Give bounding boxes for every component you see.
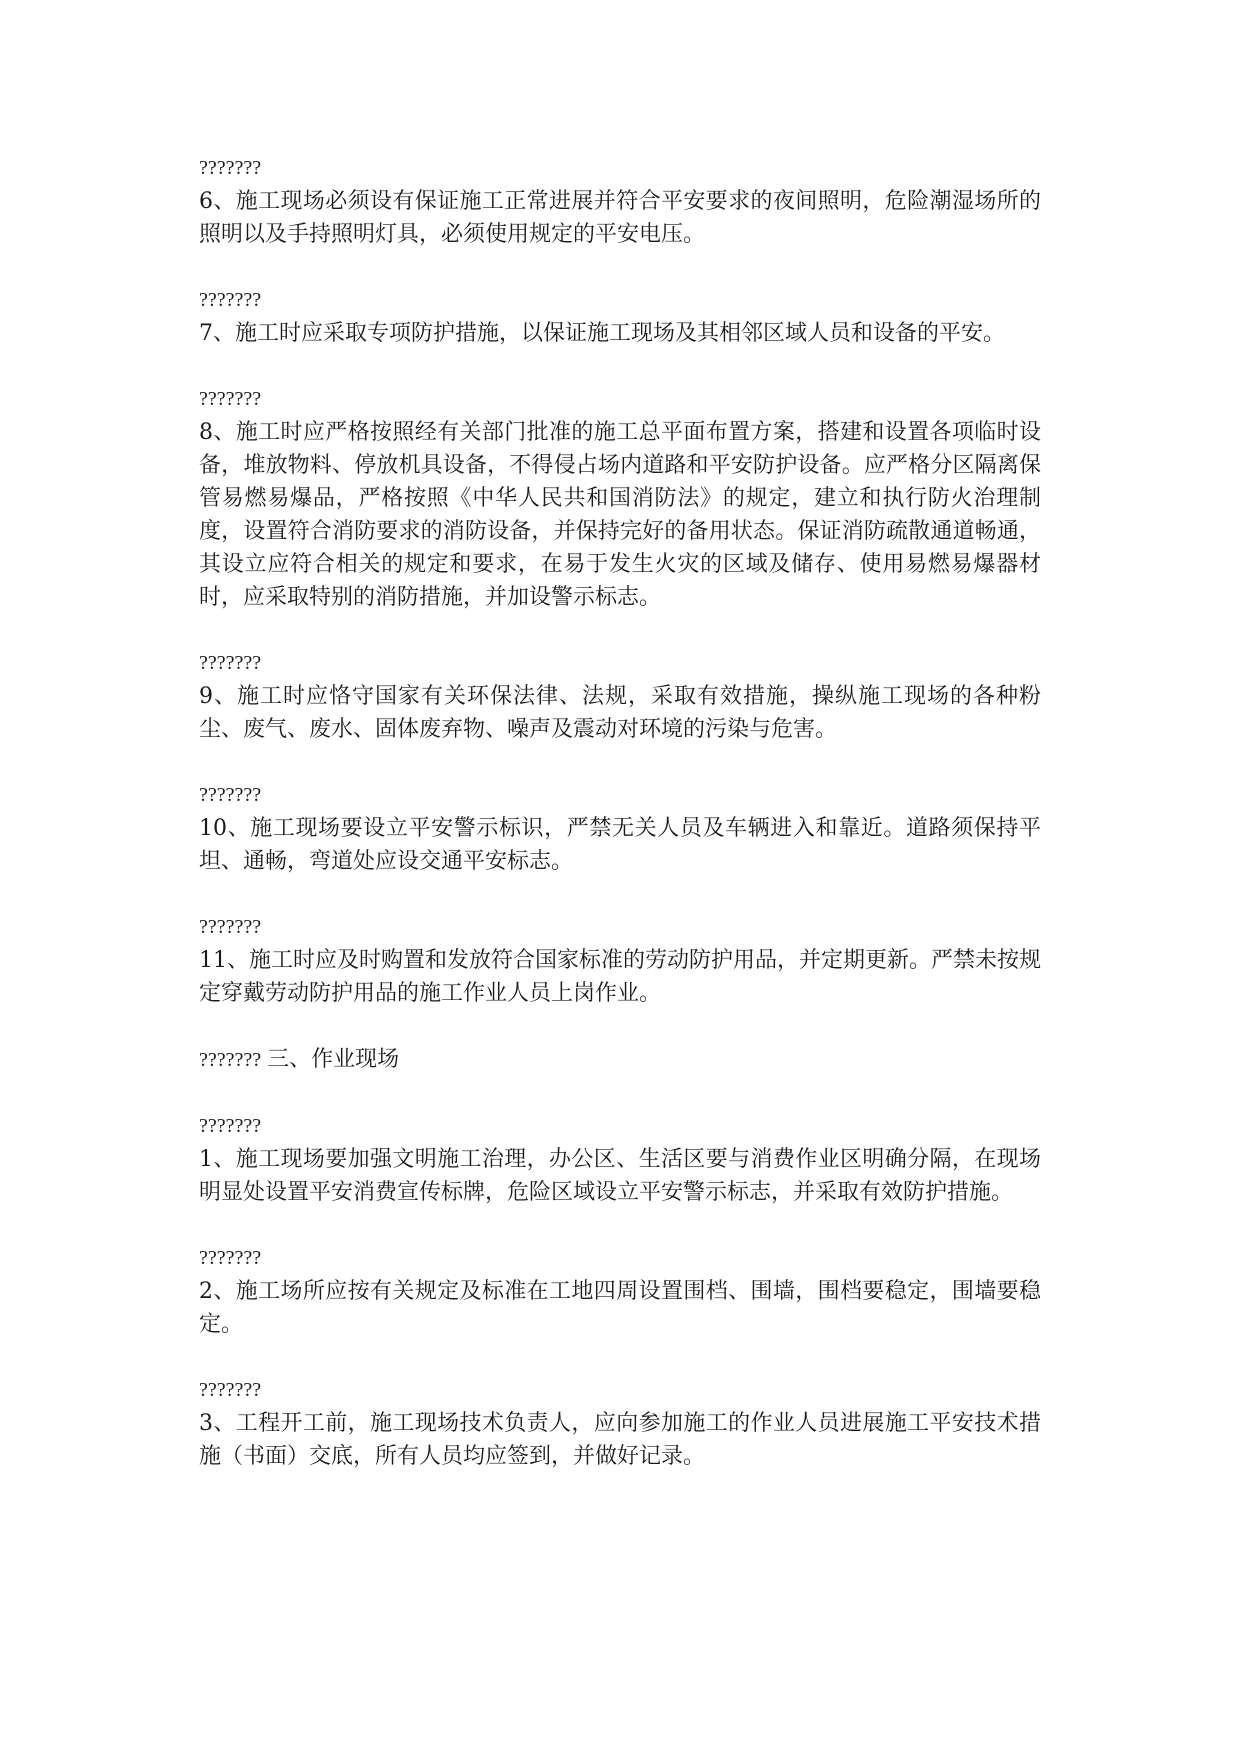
placeholder-marker: ??????? [199,289,262,311]
document-page [199,152,1041,1506]
placeholder-marker: ??????? [199,916,262,938]
placeholder-marker: ??????? [199,1247,262,1269]
list-item [199,383,1041,614]
paragraph: 6、施工现场必须设有保证施工正常进展并符合平安要求的夜间照明，危险潮湿场所的照明以及手持照明灯具，必须使用规定的平安电压。 [199,189,1041,247]
section-heading [199,1043,1041,1077]
list-item [199,1374,1041,1473]
list-item [199,1242,1041,1341]
list-item [199,152,1041,251]
placeholder-marker: ??????? [199,652,262,674]
list-item [199,1110,1041,1209]
list-item [199,911,1041,1010]
paragraph: 9、施工时应恪守国家有关环保法律、法规，采取有效措施，操纵施工现场的各种粉尘、废气、废水、固体废弃物、噪声及震动对环境的污染与危害。 [199,684,1041,742]
list-item [199,284,1041,350]
placeholder-marker: ??????? [199,157,262,179]
list-item [199,647,1041,746]
placeholder-marker: ??????? [199,1049,262,1071]
placeholder-marker: ??????? [199,784,262,806]
list-item [199,779,1041,878]
heading-text: 三、作业现场 [267,1047,400,1072]
placeholder-marker: ??????? [199,1379,262,1401]
paragraph: 7、施工时应采取专项防护措施，以保证施工现场及其相邻区域人员和设备的平安。 [199,321,1005,346]
placeholder-marker: ??????? [199,1115,262,1137]
paragraph: 10、施工现场要设立平安警示标识，严禁无关人员及车辆进入和靠近。道路须保持平坦、通畅，弯道处应设交通平安标志。 [199,816,1041,874]
paragraph: 1、施工现场要加强文明施工治理，办公区、生活区要与消费作业区明确分隔，在现场明显处设置平安消费宣传标牌，危险区域设立平安警示标志，并采取有效防护措施。 [199,1147,1041,1205]
paragraph: 8、施工时应严格按照经有关部门批准的施工总平面布置方案，搭建和设置各项临时设备，堆放物料、停放机具设备，不得侵占场内道路和平安防护设备。应严格分区隔离保管易燃易爆品，严格按照《中华人民共和国消防法》的规定，建立和执行防火治理制度，设置符合消防要求的消防设备，并保持完好的备用状态。保证消防疏散通道畅通，其设立应符合相关的规定和要求，在易于发生火灾的区域及储存、使用易燃易爆器材时，应采取特别的消防措施，并加设警示标志。 [199,420,1041,610]
paragraph: 2、施工场所应按有关规定及标准在工地四周设置围档、围墙，围档要稳定，围墙要稳定。 [199,1279,1041,1337]
paragraph: 11、施工时应及时购置和发放符合国家标准的劳动防护用品，并定期更新。严禁未按规定穿戴劳动防护用品的施工作业人员上岗作业。 [199,948,1041,1006]
paragraph: 3、工程开工前，施工现场技术负责人，应向参加施工的作业人员进展施工平安技术措施（书面）交底，所有人员均应签到，并做好记录。 [199,1411,1041,1469]
placeholder-marker: ??????? [199,388,262,410]
